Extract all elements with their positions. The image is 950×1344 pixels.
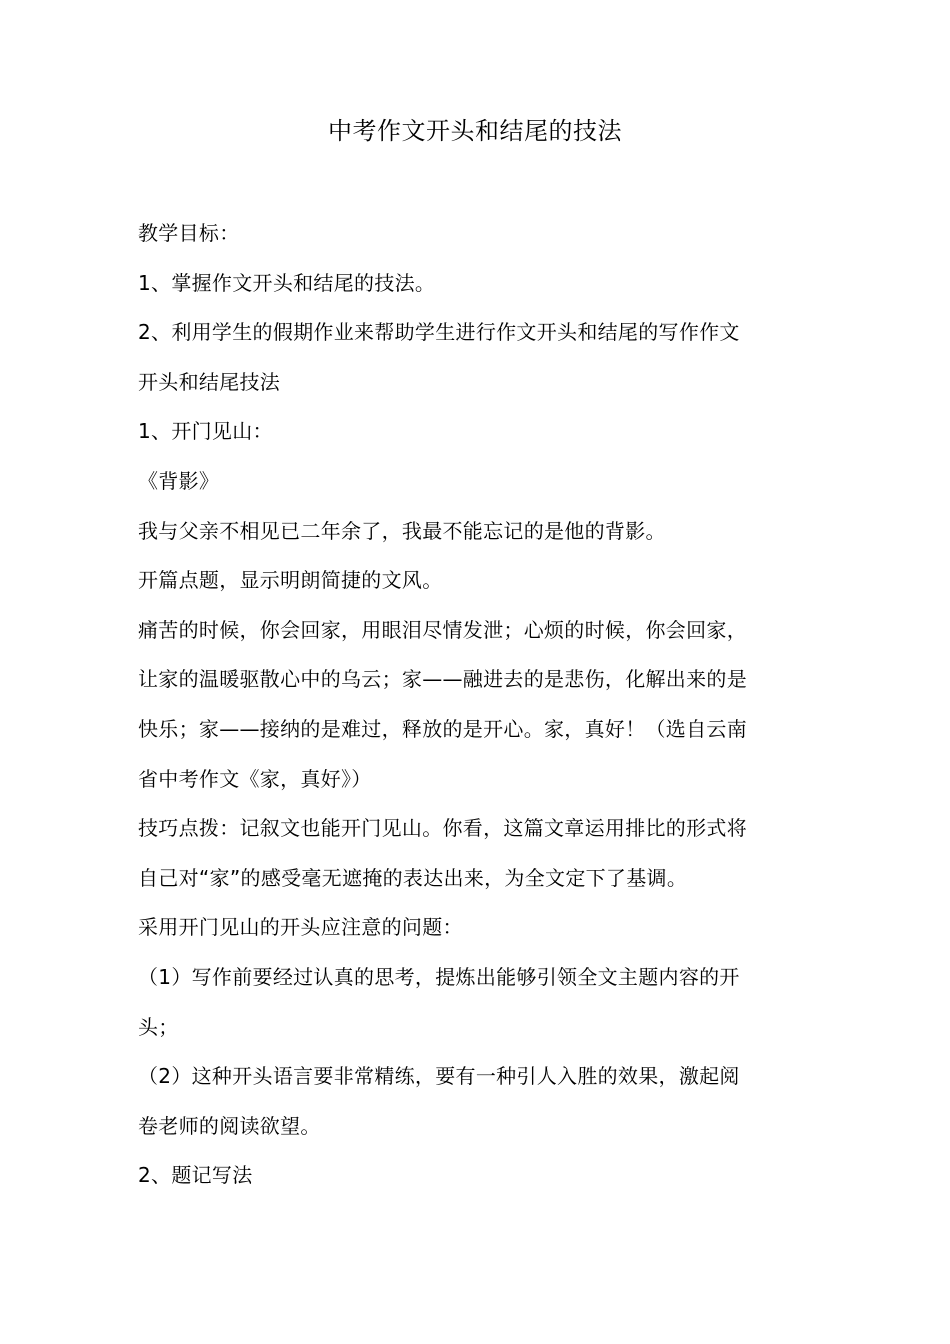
text-line: 让家的温暖驱散心中的乌云；家——融进去的是悲伤，化解出来的是: [138, 667, 747, 692]
text-line: 2、利用学生的假期作业来帮助学生进行作文开头和结尾的写作作文: [138, 320, 740, 345]
text-line: 省中考作文《家，真好》）: [138, 766, 372, 791]
text-line: 《背影》: [138, 468, 220, 493]
text-line: 教学目标：: [138, 221, 240, 245]
text-line: 快乐；家——接纳的是难过，释放的是开心。家，真好！（选自云南: [138, 716, 747, 741]
text-line: （2）这种开头语言要非常精练，要有一种引人入胜的效果，激起阅: [138, 1064, 740, 1089]
text-line: 痛苦的时候，你会回家，用眼泪尽情发泄；心烦的时候，你会回家，: [138, 617, 747, 642]
text-line: 2、题记写法: [138, 1163, 253, 1188]
text-line: （1）写作前要经过认真的思考，提炼出能够引领全文主题内容的开: [138, 964, 740, 989]
text-line: 采用开门见山的开头应注意的问题：: [138, 915, 463, 940]
text-line: 我与父亲不相见已二年余了，我最不能忘记的是他的背影。: [138, 518, 666, 543]
text-line: 卷老师的阅读欲望。: [138, 1113, 321, 1138]
text-line: 1、掌握作文开头和结尾的技法。: [138, 270, 436, 295]
text-line: 头；: [138, 1014, 179, 1039]
text-line: 技巧点拨：记叙文也能开门见山。你看，这篇文章运用排比的形式将: [138, 816, 747, 841]
text-line: 开篇点题，显示明朗简捷的文风。: [138, 568, 443, 593]
document-title: 中考作文开头和结尾的技法: [328, 117, 622, 145]
text-line: 1、开门见山：: [138, 419, 273, 444]
document-body: [138, 209, 818, 1201]
text-line: 开头和结尾技法: [138, 369, 281, 394]
text-line: 自己对“家”的感受毫无遮掩的表达出来，为全文定下了基调。: [138, 865, 688, 890]
